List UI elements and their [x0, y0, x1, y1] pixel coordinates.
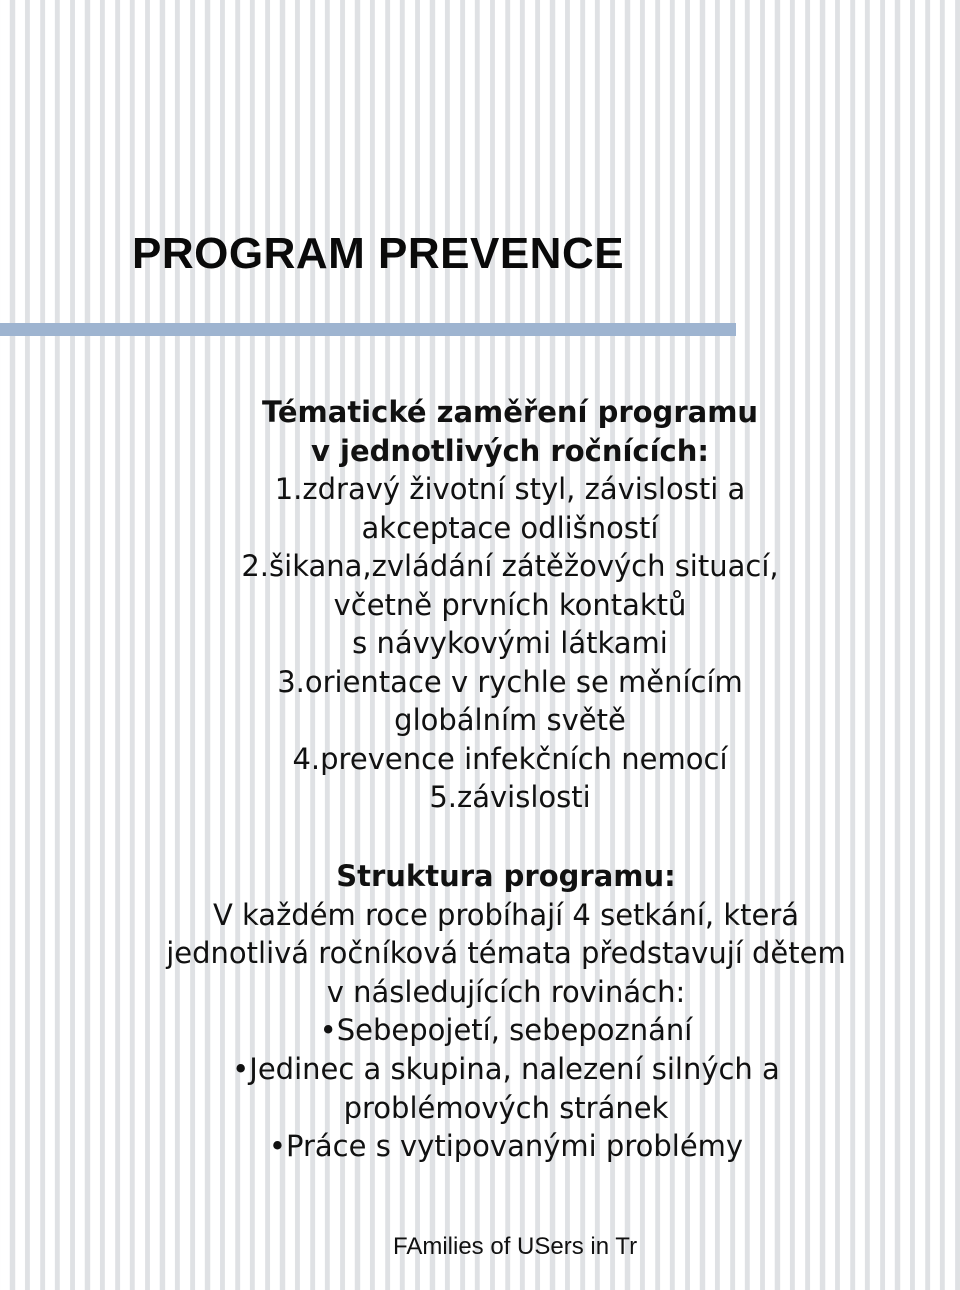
structure-bullet-item: •Jedinec a skupina, nalezení silných a	[232, 1051, 780, 1086]
program-structure-section	[26, 857, 960, 1166]
slide-title: PROGRAM PREVENCE	[132, 229, 625, 278]
program-structure-heading: Struktura programu:	[336, 859, 676, 893]
title-underline-bar	[0, 323, 736, 336]
structure-line: problémových stránek	[343, 1090, 669, 1125]
thematic-focus-section	[30, 393, 960, 817]
topic-line: včetně prvních kontaktů	[333, 587, 687, 622]
thematic-focus-heading-line-1: Tématické zaměření programu	[261, 395, 759, 429]
structure-line: jednotlivá ročníková témata představují dětem	[166, 936, 846, 971]
topic-line: 5.závislosti	[429, 780, 591, 814]
structure-line: V každém roce probíhají 4 setkání, která	[212, 897, 800, 932]
topic-line: 2.šikana,zvládání zátěžových situací,	[241, 549, 779, 583]
topic-line: 1.zdravý životní styl, závislosti a	[274, 472, 746, 506]
thematic-focus-heading-line-2: v jednotlivých ročnících:	[311, 433, 709, 468]
topic-line: 4.prevence infekčních nemocí	[292, 741, 728, 776]
topic-line: 3.orientace v rychle se měnícím	[277, 664, 743, 699]
footer-text: FAmilies of USers in Tr	[393, 1233, 638, 1260]
structure-bullet-item: •Práce s vytipovanými problémy	[268, 1129, 744, 1164]
topic-line: globálním světě	[394, 703, 626, 737]
structure-bullet-item: •Sebepojetí, sebepoznání	[319, 1013, 693, 1048]
structure-line: v následujících rovinách:	[326, 974, 686, 1009]
topic-line: akceptace odlišností	[361, 510, 659, 545]
topic-line: s návykovými látkami	[352, 626, 668, 660]
